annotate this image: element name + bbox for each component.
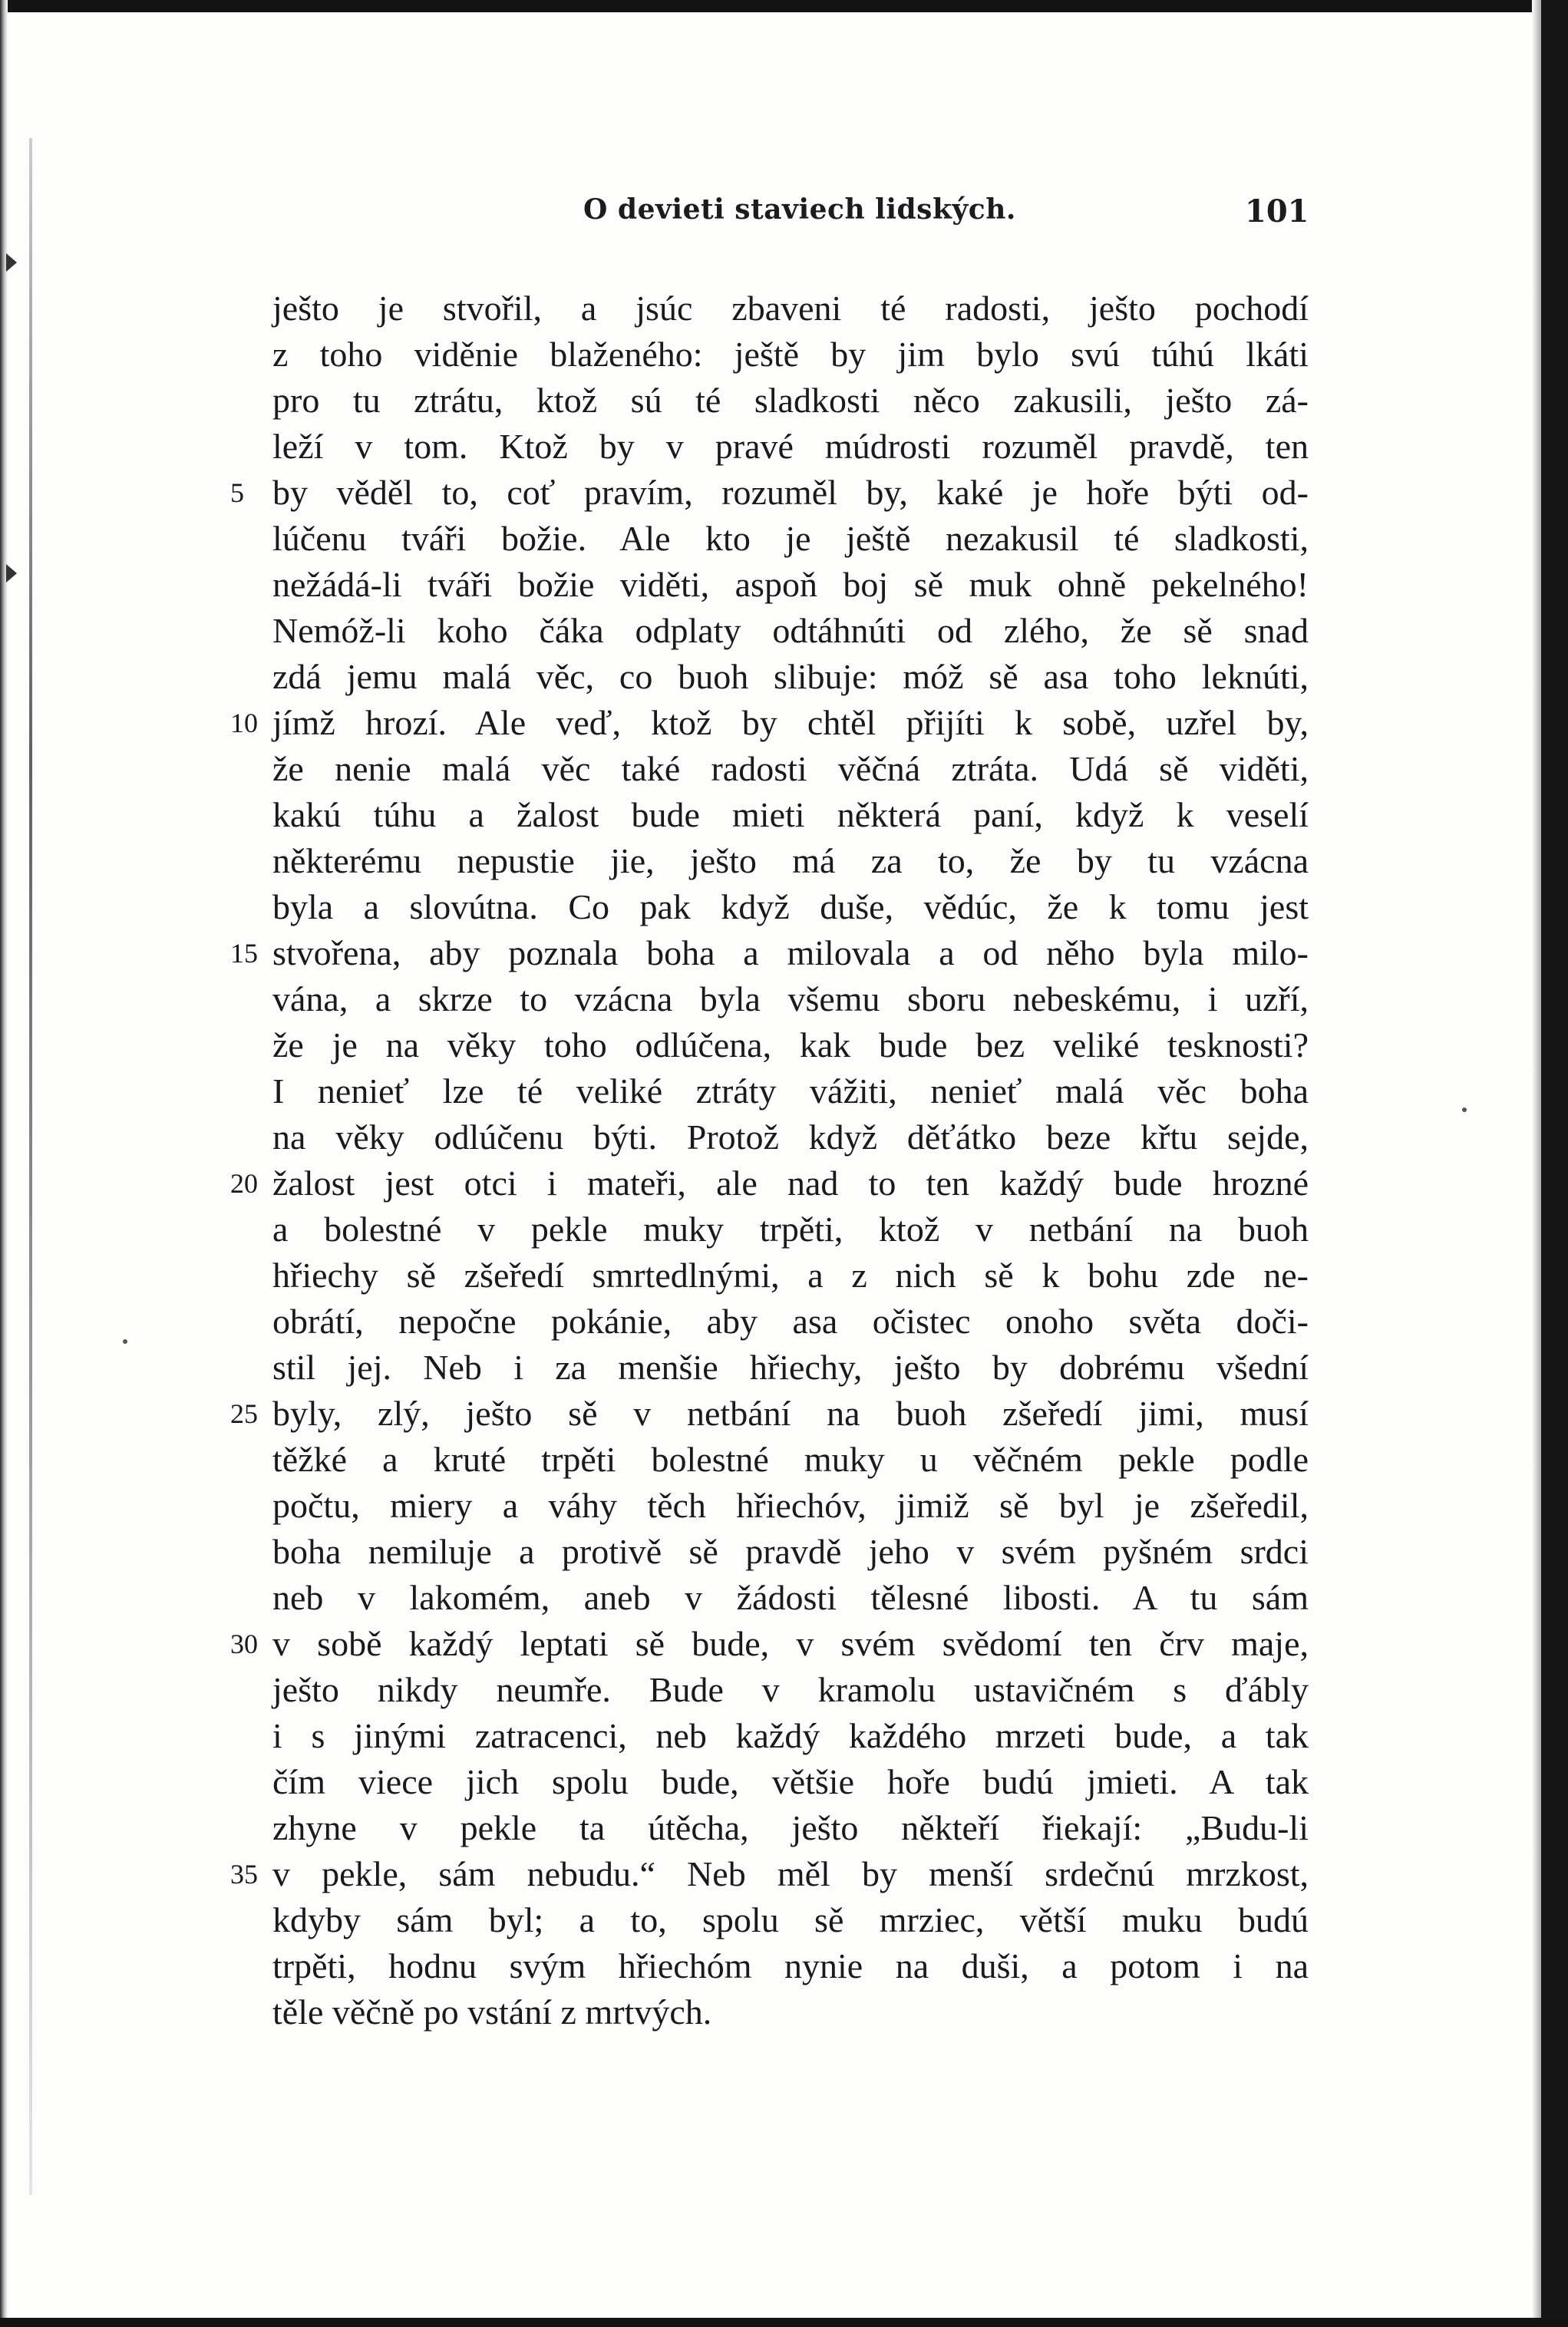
line-text: ješto nikdy neumře. Bude v kramolu ustavičném s ďábly	[272, 1670, 1309, 1709]
text-line	[272, 332, 1309, 378]
text-line	[272, 1575, 1309, 1621]
text-line	[272, 1206, 1309, 1253]
scan-border-right	[1541, 0, 1568, 2327]
scan-border-left	[0, 0, 8, 2327]
text-line	[230, 1621, 1309, 1667]
text-line	[272, 1529, 1309, 1575]
scan-speck	[1462, 1107, 1467, 1112]
page-number: 101	[1245, 193, 1309, 229]
line-text: trpěti, hodnu svým hřiechóm nynie na duši, a potom i na	[272, 1946, 1309, 1985]
text-line	[230, 1160, 1309, 1206]
text-line	[230, 930, 1309, 976]
line-text: neb v lakomém, aneb v žádosti tělesné libosti. A tu sám	[272, 1578, 1309, 1617]
text-line	[272, 976, 1309, 1022]
line-number: 30	[230, 1629, 258, 1659]
line-text: počtu, miery a váhy těch hřiechóv, jimiž sě byl je zšeředil,	[272, 1486, 1309, 1525]
line-text: hřiechy sě zšeředí smrtedlnými, a z nich sě k bohu zde ne-	[272, 1256, 1309, 1295]
text-line	[230, 700, 1309, 746]
line-text: čím viece jich spolu bude, většie hoře budú jmieti. A tak	[272, 1762, 1309, 1801]
line-text: ješto je stvořil, a jsúc zbaveni té radosti, ješto pochodí	[272, 289, 1309, 328]
text-line	[272, 424, 1309, 470]
line-text: lúčenu tváři božie. Ale kto je ještě nezakusil té sladkosti,	[272, 519, 1309, 558]
text-line	[230, 470, 1309, 516]
text-line	[272, 1483, 1309, 1529]
text-line	[272, 654, 1309, 700]
line-number: 35	[230, 1859, 258, 1890]
line-text: I nenieť lze té veliké ztráty vážiti, nenieť malá věc boha	[272, 1071, 1309, 1111]
line-text: kdyby sám byl; a to, spolu sě mrziec, větší muku budú	[272, 1900, 1309, 1939]
text-line	[272, 378, 1309, 424]
text-line	[272, 884, 1309, 930]
line-number: 25	[230, 1398, 258, 1429]
line-text: by věděl to, coť pravím, rozuměl by, kaké je hoře býti od-	[272, 473, 1309, 512]
line-text: a bolestné v pekle muky trpěti, ktož v netbání na buoh	[272, 1210, 1309, 1249]
line-text: žalost jest otci i mateři, ale nad to ten každý bude hrozné	[272, 1164, 1309, 1203]
line-text: byla a slovútna. Co pak když duše, vědúc, že k tomu jest	[272, 887, 1309, 926]
text-line	[230, 1391, 1309, 1437]
line-text: jímž hrozí. Ale veď, ktož by chtěl přijíti k sobě, uzřel by,	[272, 703, 1309, 742]
line-text: i s jinými zatracenci, neb každý každého mrzeti bude, a tak	[272, 1716, 1309, 1755]
line-number: 15	[230, 938, 258, 969]
text-line	[272, 608, 1309, 654]
line-text: kakú túhu a žalost bude mieti některá paní, když k veselí	[272, 795, 1309, 834]
line-number: 20	[230, 1168, 258, 1199]
line-text: v pekle, sám nebudu.“ Neb měl by menší srdečnú mrzkost,	[272, 1854, 1309, 1893]
text-line	[272, 1068, 1309, 1114]
line-text: pro tu ztrátu, ktož sú té sladkosti něco zakusili, ješto zá-	[272, 381, 1309, 420]
text-line	[272, 562, 1309, 608]
line-text: že je na věky toho odlúčena, kak bude bez veliké tesknosti?	[272, 1025, 1309, 1064]
text-line	[272, 746, 1309, 792]
line-text: těle věčně po vstání z mrtvých.	[272, 1992, 712, 2032]
line-number: 10	[230, 708, 258, 738]
text-line	[272, 1667, 1309, 1713]
text-line	[272, 1759, 1309, 1805]
line-text: vána, a skrze to vzácna byla všemu sboru nebeskému, i uzří,	[272, 979, 1309, 1018]
line-text: z toho viděnie blaženého: ještě by jim bylo svú túhú lkáti	[272, 335, 1309, 374]
text-line	[272, 1437, 1309, 1483]
text-line	[230, 1851, 1309, 1897]
line-text: těžké a kruté trpěti bolestné muky u věčném pekle podle	[272, 1440, 1309, 1479]
running-head: O devieti staviech lidských.	[583, 193, 1016, 226]
binding-shadow	[29, 138, 32, 2195]
margin-mark-upper	[6, 253, 17, 272]
text-line	[272, 792, 1309, 838]
scan-border-top	[0, 0, 1568, 12]
line-text: že nenie malá věc také radosti věčná ztráta. Udá sě viděti,	[272, 749, 1309, 788]
text-line	[272, 1897, 1309, 1943]
text-line	[272, 1345, 1309, 1391]
body-text	[230, 286, 1309, 2035]
line-text: některému nepustie jie, ješto má za to, že by tu vzácna	[272, 841, 1309, 880]
line-text: v sobě každý leptati sě bude, v svém svědomí ten črv maje,	[272, 1624, 1309, 1663]
text-line	[272, 1253, 1309, 1299]
line-text: na věky odlúčenu býti. Protož když děťátko beze křtu sejde,	[272, 1117, 1309, 1157]
text-line	[272, 1713, 1309, 1759]
line-text: nežádá-li tváři božie viděti, aspoň boj sě muk ohně pekelného!	[272, 565, 1309, 604]
line-text: byly, zlý, ješto sě v netbání na buoh zšeředí jimi, musí	[272, 1394, 1309, 1433]
text-line	[272, 286, 1309, 332]
text-line	[272, 1022, 1309, 1068]
text-line	[272, 1989, 1309, 2035]
text-line	[272, 1299, 1309, 1345]
line-number: 5	[230, 477, 244, 508]
text-line	[272, 1943, 1309, 1989]
margin-mark-lower	[6, 564, 17, 583]
text-line	[272, 1114, 1309, 1160]
line-text: leží v tom. Ktož by v pravé múdrosti rozuměl pravdě, ten	[272, 427, 1309, 466]
text-line	[272, 838, 1309, 884]
line-text: obrátí, nepočne pokánie, aby asa očistec onoho světa doči-	[272, 1302, 1309, 1341]
scan-speck	[123, 1339, 127, 1344]
line-text: stvořena, aby poznala boha a milovala a od něho byla milo-	[272, 933, 1309, 972]
line-text: boha nemiluje a protivě sě pravdě jeho v svém pyšném srdci	[272, 1532, 1309, 1571]
text-line	[272, 516, 1309, 562]
scan-border-bottom	[0, 2318, 1568, 2327]
line-text: zhyne v pekle ta útěcha, ješto někteří řiekají: „Budu-li	[272, 1808, 1309, 1847]
line-text: zdá jemu malá věc, co buoh slibuje: móž sě asa toho leknúti,	[272, 657, 1309, 696]
line-text: Nemóž-li koho čáka odplaty odtáhnúti od zlého, že sě snad	[272, 611, 1309, 650]
line-text: stil jej. Neb i za menšie hřiechy, ješto by dobrému všední	[272, 1348, 1309, 1387]
text-line	[272, 1805, 1309, 1851]
